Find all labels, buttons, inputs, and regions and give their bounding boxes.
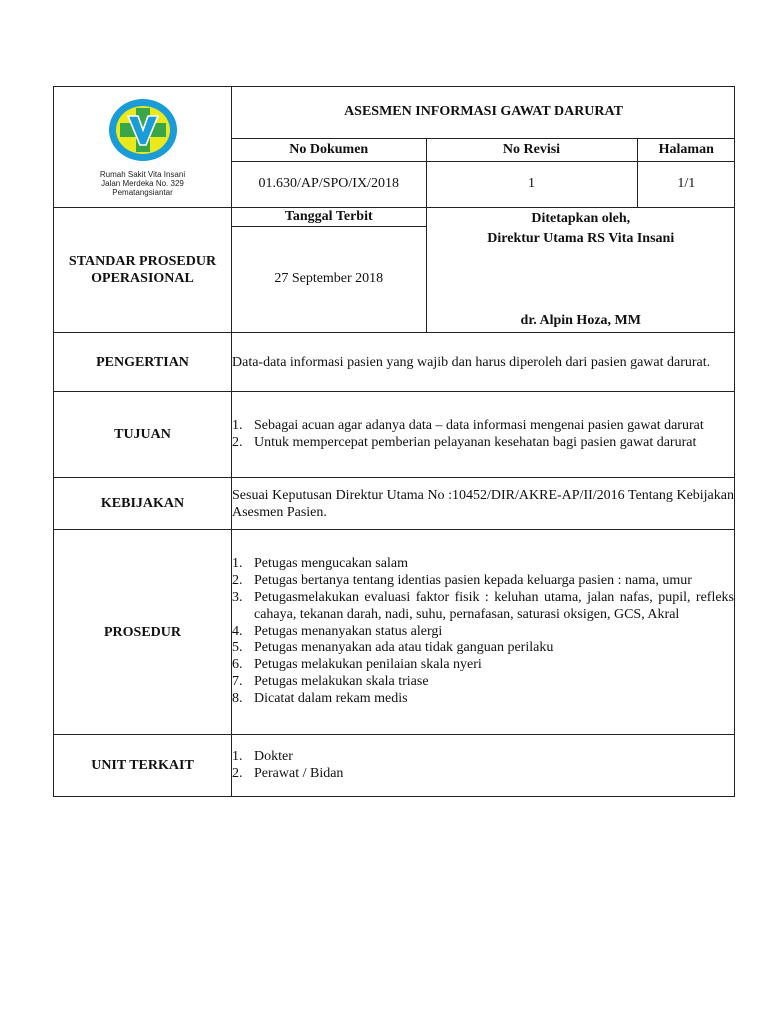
tujuan-label: TUJUAN [54, 392, 232, 478]
no-revisi-value: 1 [426, 161, 637, 207]
sop-label-line2: OPERASIONAL [91, 271, 194, 286]
pengertian-row [54, 333, 735, 392]
header-info-cell [232, 87, 735, 208]
sop-label-cell [54, 208, 232, 333]
list-item: 2. Perawat / Bidan [232, 765, 344, 781]
ditetapkan-text: Ditetapkan oleh, [531, 211, 631, 226]
signatory-name: dr. Alpin Hoza, MM [520, 313, 641, 328]
sop-document-table [53, 86, 735, 797]
jabatan-text: Direktur Utama RS Vita Insani [487, 231, 675, 246]
prosedur-row [54, 530, 735, 735]
prosedur-cell [232, 530, 735, 735]
no-revisi-label: No Revisi [426, 138, 637, 161]
halaman-value: 1/1 [637, 161, 735, 207]
hospital-address: Jalan Merdeka No. 329 [101, 179, 184, 188]
no-dokumen-label: No Dokumen [232, 138, 426, 161]
tanggal-terbit-label: Tanggal Terbit [232, 208, 426, 226]
list-item: 8. Dicatat dalam rekam medis [232, 690, 408, 706]
list-item: 3. Petugasmelakukan evaluasi faktor fisik : keluhan utama, jalan nafas, pupil, refleks cahaya, tekanan darah, nadi, suhu, pernafasan, saturasi oksigen, GCS, Akral [232, 590, 734, 622]
unit-terkait-row [54, 735, 735, 797]
unit-terkait-cell [232, 735, 735, 797]
sop-row [54, 208, 735, 333]
list-item: 4. Petugas menanyakan status alergi [232, 623, 443, 639]
unit-terkait-label: UNIT TERKAIT [54, 735, 232, 797]
sop-label-line1: STANDAR PROSEDUR [68, 254, 217, 269]
hospital-logo-icon [107, 97, 179, 163]
hospital-name: Rumah Sakit Vita Insani [99, 170, 186, 179]
kebijakan-text: Sesuai Keputusan Direktur Utama No :10452/DIR/AKRE-AP/II/2016 Tentang Kebijakan Asesmen Pasien. [232, 478, 735, 530]
list-item: 1. Dokter [232, 748, 293, 764]
document-title: ASESMEN INFORMASI GAWAT DARURAT [232, 87, 735, 138]
list-item: 2. Petugas bertanya tentang identias pasien kepada keluarga pasien : nama, umur [232, 573, 692, 589]
list-item: 6. Petugas melakukan penilaian skala nyeri [232, 657, 482, 673]
ditetapkan-cell [426, 208, 735, 332]
header-row [54, 87, 735, 208]
list-item: 5. Petugas menanyakan ada atau tidak ganguan perilaku [232, 640, 554, 656]
sop-info-cell [232, 208, 735, 333]
list-item: 1. Petugas mengucakan salam [232, 556, 408, 572]
pengertian-label: PENGERTIAN [54, 333, 232, 392]
list-item: 7. Petugas melakukan skala triase [232, 673, 429, 689]
tujuan-cell [232, 392, 735, 478]
no-dokumen-value: 01.630/AP/SPO/IX/2018 [232, 161, 426, 207]
tanggal-terbit-value: 27 September 2018 [232, 226, 426, 332]
logo-cell [54, 87, 232, 208]
kebijakan-label: KEBIJAKAN [54, 478, 232, 530]
halaman-label: Halaman [637, 138, 735, 161]
prosedur-label: PROSEDUR [54, 530, 232, 735]
list-item: 2. Untuk mempercepat pemberian pelayanan kesehatan bagi pasien gawat darurat [232, 434, 697, 450]
hospital-city: Pematangsiantar [112, 188, 173, 197]
list-item: 1. Sebagai acuan agar adanya data – data informasi mengenai pasien gawat darurat [232, 417, 704, 433]
pengertian-text: Data-data informasi pasien yang wajib dan harus diperoleh dari pasien gawat darurat. [232, 333, 735, 392]
kebijakan-row [54, 478, 735, 530]
tujuan-row [54, 392, 735, 478]
